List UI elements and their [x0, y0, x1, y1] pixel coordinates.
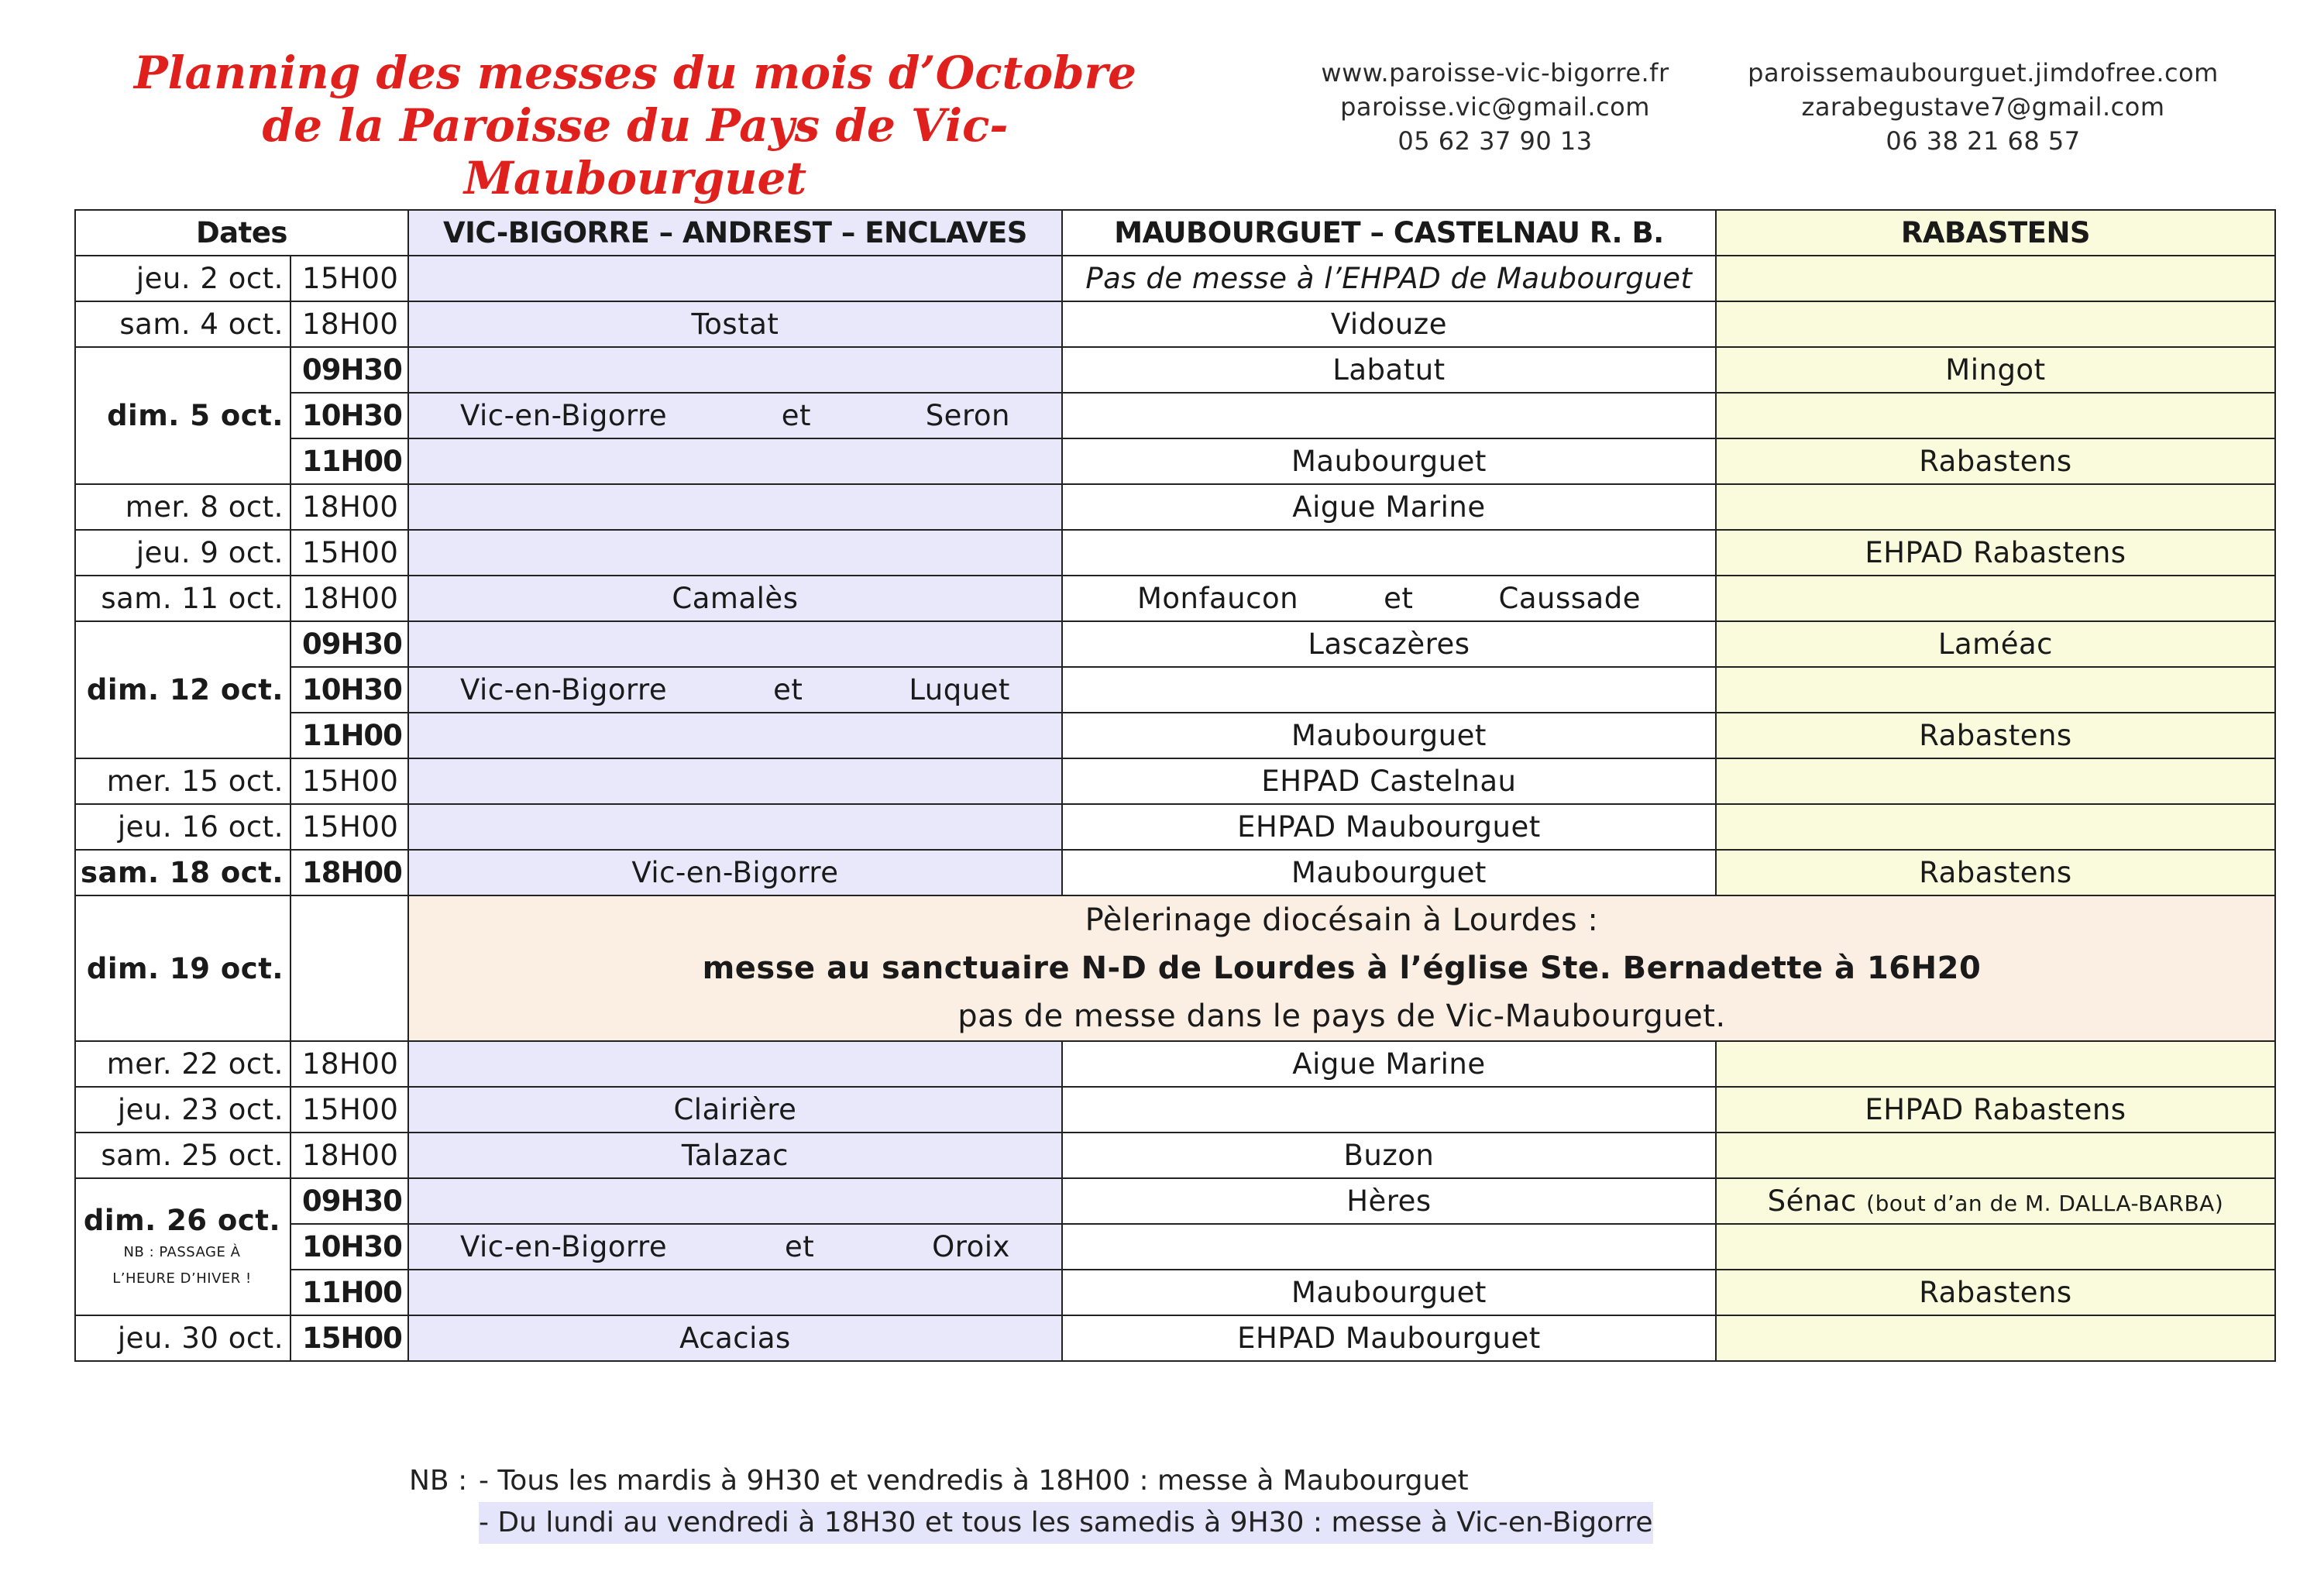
time-cell: 09H30: [290, 1178, 408, 1224]
table-row: [75, 1178, 2275, 1224]
date-cell: jeu. 23 oct.: [75, 1087, 290, 1133]
vic-cell: [408, 1041, 1062, 1087]
time-cell: 18H00: [290, 576, 408, 621]
maubourguet-cell: [1062, 393, 1716, 438]
date-label: dim. 26 oct.: [83, 1203, 281, 1237]
conjunction: et: [1384, 582, 1414, 615]
place-name: Seron: [925, 399, 1010, 432]
place-name: Vic-en-Bigorre: [459, 1230, 668, 1263]
vic-cell: [408, 804, 1062, 850]
time-cell: 18H00: [290, 484, 408, 530]
date-cell: sam. 11 oct.: [75, 576, 290, 621]
time-cell: 10H30: [290, 667, 408, 713]
rabastens-cell: [1716, 301, 2275, 347]
pilgrimage-line-1: Pèlerinage diocésain à Lourdes :: [1085, 902, 1599, 938]
maubourguet-cell: Maubourguet: [1062, 1270, 1716, 1315]
mass-schedule-table: [74, 209, 2276, 1362]
vic-cell: [408, 1270, 1062, 1315]
date-cell: jeu. 16 oct.: [75, 804, 290, 850]
anniversary-note: (bout d’an de M. DALLA-BARBA): [1866, 1191, 2224, 1216]
vic-cell: [408, 621, 1062, 667]
date-cell: sam. 25 oct.: [75, 1133, 290, 1178]
table-header-row: [75, 210, 2275, 256]
table-row: [75, 804, 2275, 850]
nb-winter-time-1: NB : PASSAGE À: [123, 1243, 241, 1260]
table-row: [75, 301, 2275, 347]
maubourguet-cell: [1062, 667, 1716, 713]
contact-email[interactable]: zarabegustave7@gmail.com: [1801, 92, 2165, 122]
table-row: [75, 621, 2275, 667]
vic-cell: [408, 347, 1062, 393]
maubourguet-cell: Pas de messe à l’EHPAD de Maubourguet: [1062, 256, 1716, 301]
time-cell: 09H30: [290, 621, 408, 667]
time-cell: 15H00: [290, 804, 408, 850]
table-row: [75, 393, 2275, 438]
place-name: Oroix: [932, 1230, 1010, 1263]
table-row: [75, 1133, 2275, 1178]
vic-cell: [408, 484, 1062, 530]
vic-cell: [408, 758, 1062, 804]
date-cell: jeu. 9 oct.: [75, 530, 290, 576]
table-row: [75, 758, 2275, 804]
table-row: [75, 1224, 2275, 1270]
table-row: [75, 1315, 2275, 1361]
date-cell: sam. 18 oct.: [75, 850, 290, 895]
rabastens-cell: Rabastens: [1716, 850, 2275, 895]
maubourguet-cell: [1062, 576, 1716, 621]
pilgrimage-line-2: messe au sanctuaire N-D de Lourdes à l’église Ste. Bernadette à 16H20: [702, 950, 1982, 986]
note-line-2: - Du lundi au vendredi à 18H30 et tous les samedis à 9H30 : messe à Vic-en-Bigorre: [479, 1502, 1653, 1544]
conjunction: et: [781, 399, 812, 432]
time-cell: 18H00: [290, 850, 408, 895]
header-maubourguet: MAUBOURGUET – CASTELNAU R. B.: [1062, 210, 1716, 256]
contact-phone: 06 38 21 68 57: [1886, 126, 2081, 156]
maubourguet-cell: Labatut: [1062, 347, 1716, 393]
date-cell: sam. 4 oct.: [75, 301, 290, 347]
place-name: Sénac: [1767, 1184, 1857, 1218]
vic-cell: Clairière: [408, 1087, 1062, 1133]
time-cell: 15H00: [290, 256, 408, 301]
rabastens-cell: Rabastens: [1716, 1270, 2275, 1315]
contact-block-vic: [1255, 56, 1735, 158]
rabastens-cell: Rabastens: [1716, 438, 2275, 484]
vic-cell: [408, 438, 1062, 484]
date-cell: jeu. 30 oct.: [75, 1315, 290, 1361]
maubourguet-cell: Maubourguet: [1062, 438, 1716, 484]
place-name: Vic-en-Bigorre: [459, 399, 668, 432]
notes-spacer: [409, 1502, 479, 1544]
header-vic: VIC-BIGORRE – ANDREST – ENCLAVES: [408, 210, 1062, 256]
header-dates: Dates: [75, 210, 408, 256]
rabastens-cell: [1716, 1041, 2275, 1087]
maubourguet-cell: Aigue Marine: [1062, 1041, 1716, 1087]
time-cell: 11H00: [290, 1270, 408, 1315]
nb-winter-time-2: L’HEURE D’HIVER !: [112, 1270, 252, 1287]
table-row: [75, 347, 2275, 393]
table-row: [75, 256, 2275, 301]
time-cell: 15H00: [290, 1315, 408, 1361]
table-row: [75, 484, 2275, 530]
table-row: [75, 1041, 2275, 1087]
maubourguet-cell: Maubourguet: [1062, 850, 1716, 895]
rabastens-cell: Mingot: [1716, 347, 2275, 393]
contact-block-maubourguet: [1712, 56, 2254, 158]
date-cell: [75, 1178, 290, 1315]
rabastens-cell: Rabastens: [1716, 713, 2275, 758]
vic-cell: [408, 530, 1062, 576]
vic-cell: Camalès: [408, 576, 1062, 621]
maubourguet-cell: Buzon: [1062, 1133, 1716, 1178]
vic-cell: [408, 713, 1062, 758]
header-rabastens: RABASTENS: [1716, 210, 2275, 256]
time-cell: 18H00: [290, 301, 408, 347]
rabastens-cell: [1716, 1133, 2275, 1178]
date-cell: dim. 5 oct.: [75, 347, 290, 484]
time-cell: 15H00: [290, 758, 408, 804]
date-cell: mer. 8 oct.: [75, 484, 290, 530]
time-cell: 18H00: [290, 1041, 408, 1087]
date-cell: jeu. 2 oct.: [75, 256, 290, 301]
table-row: [75, 667, 2275, 713]
rabastens-cell: [1716, 667, 2275, 713]
vic-cell: Vic-en-Bigorre: [408, 850, 1062, 895]
time-cell: 10H30: [290, 1224, 408, 1270]
maubourguet-cell: [1062, 1087, 1716, 1133]
maubourguet-cell: Aigue Marine: [1062, 484, 1716, 530]
title-line-2: de la Paroisse du Pays de Vic-Maubourguet: [262, 99, 1009, 205]
vic-cell: [408, 256, 1062, 301]
vic-cell: [408, 393, 1062, 438]
rabastens-cell: Laméac: [1716, 621, 2275, 667]
maubourguet-cell: EHPAD Maubourguet: [1062, 804, 1716, 850]
maubourguet-cell: Maubourguet: [1062, 713, 1716, 758]
contact-email[interactable]: paroisse.vic@gmail.com: [1340, 92, 1650, 122]
time-cell: 10H30: [290, 393, 408, 438]
note-line-1: - Tous les mardis à 9H30 et vendredis à 18H00 : messe à Maubourguet: [479, 1465, 1469, 1497]
rabastens-cell: EHPAD Rabastens: [1716, 530, 2275, 576]
table-row: [75, 530, 2275, 576]
date-cell: mer. 15 oct.: [75, 758, 290, 804]
time-cell: [290, 895, 408, 1041]
footer-notes: [409, 1460, 1653, 1544]
vic-cell: Acacias: [408, 1315, 1062, 1361]
date-cell: mer. 22 oct.: [75, 1041, 290, 1087]
vic-cell: [408, 1224, 1062, 1270]
maubourguet-cell: Vidouze: [1062, 301, 1716, 347]
time-cell: 09H30: [290, 347, 408, 393]
time-cell: 18H00: [290, 1133, 408, 1178]
vic-cell: Talazac: [408, 1133, 1062, 1178]
date-cell: dim. 12 oct.: [75, 621, 290, 758]
table-row: [75, 438, 2275, 484]
contact-website[interactable]: www.paroisse-vic-bigorre.fr: [1321, 58, 1669, 88]
maubourguet-cell: Lascazères: [1062, 621, 1716, 667]
date-cell: dim. 19 oct.: [75, 895, 290, 1041]
table-row: [75, 713, 2275, 758]
vic-cell: [408, 667, 1062, 713]
table-row: [75, 1270, 2275, 1315]
time-cell: 15H00: [290, 1087, 408, 1133]
rabastens-cell: [1716, 256, 2275, 301]
table-row: [75, 1087, 2275, 1133]
notes-label: NB :: [409, 1465, 468, 1497]
rabastens-cell: [1716, 393, 2275, 438]
pilgrimage-notice: [408, 895, 2275, 1041]
rabastens-cell: EHPAD Rabastens: [1716, 1087, 2275, 1133]
place-name: Luquet: [909, 673, 1010, 706]
rabastens-cell: [1716, 804, 2275, 850]
rabastens-cell: [1716, 1178, 2275, 1224]
maubourguet-cell: [1062, 530, 1716, 576]
maubourguet-cell: [1062, 1224, 1716, 1270]
place-name: Vic-en-Bigorre: [459, 673, 668, 706]
place-name: Caussade: [1498, 582, 1641, 615]
vic-cell: Tostat: [408, 301, 1062, 347]
conjunction: et: [773, 673, 803, 706]
time-cell: 11H00: [290, 713, 408, 758]
time-cell: 11H00: [290, 438, 408, 484]
contact-website[interactable]: paroissemaubourguet.jimdofree.com: [1748, 58, 2219, 88]
rabastens-cell: [1716, 484, 2275, 530]
pilgrimage-line-3: pas de messe dans le pays de Vic-Maubourguet.: [957, 999, 1726, 1034]
maubourguet-cell: EHPAD Castelnau: [1062, 758, 1716, 804]
maubourguet-cell: Hères: [1062, 1178, 1716, 1224]
rabastens-cell: [1716, 576, 2275, 621]
rabastens-cell: [1716, 1315, 2275, 1361]
place-name: Monfaucon: [1136, 582, 1299, 615]
maubourguet-cell: EHPAD Maubourguet: [1062, 1315, 1716, 1361]
rabastens-cell: [1716, 758, 2275, 804]
table-row: [75, 895, 2275, 1041]
page-title: [132, 46, 1139, 205]
contact-phone: 05 62 37 90 13: [1397, 126, 1593, 156]
conjunction: et: [785, 1230, 815, 1263]
time-cell: 15H00: [290, 530, 408, 576]
rabastens-cell: [1716, 1224, 2275, 1270]
title-line-1: Planning des messes du mois d’Octobre: [133, 46, 1137, 99]
table-row: [75, 576, 2275, 621]
vic-cell: [408, 1178, 1062, 1224]
table-row: [75, 850, 2275, 895]
